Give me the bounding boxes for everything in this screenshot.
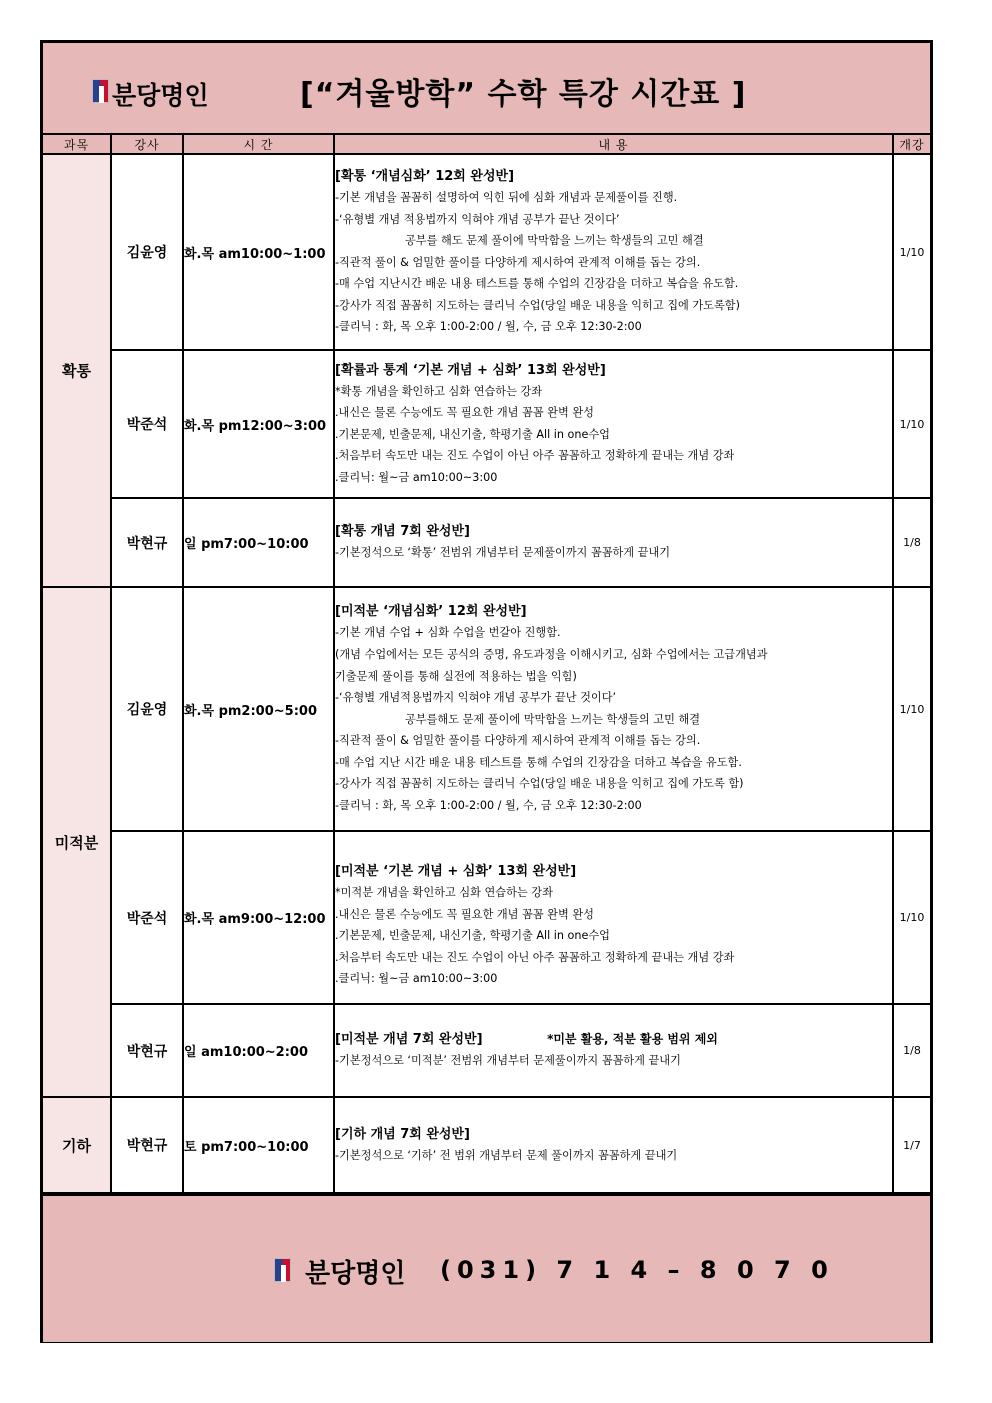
course-line: -‘유형별 개념 적용법까지 익혀야 개념 공부가 끝난 것이다’ [335, 212, 620, 226]
subject-cell: 미적분 [43, 587, 111, 1097]
table-row [43, 154, 930, 350]
course-line: .처음부터 속도만 내는 진도 수업이 아닌 아주 꼼꼼하고 정확하게 끝내는 개념 강좌 [335, 449, 735, 463]
course-note: *미분 활용, 적분 활용 범위 제외 [547, 1032, 718, 1047]
teacher-cell: 김윤영 [111, 587, 183, 831]
time-cell: 화.목 pm12:00~3:00 [183, 350, 334, 498]
course-line: 공부를 해도 문제 풀이에 막막함을 느끼는 학생들의 고민 해결 [405, 234, 704, 248]
start-date-cell: 1/8 [893, 1004, 930, 1097]
schedule-table [43, 135, 930, 1194]
content-cell [334, 587, 893, 831]
academy-logo-icon [274, 1258, 291, 1282]
course-title: [기하 개념 7회 완성반] [335, 1126, 470, 1142]
time-cell: 화.목 pm2:00~5:00 [183, 587, 334, 831]
header-brand: 분당명인 [112, 81, 209, 110]
course-line: -기본정석으로 ‘미적분’ 전범위 개념부터 문제풀이까지 꼼꼼하게 끝내기 [335, 1054, 681, 1068]
course-title: [미적분 ‘개념심화’ 12회 완성반] [335, 604, 527, 620]
course-line: -강사가 직접 꼼꼼히 지도하는 클리닉 수업(당일 배운 내용을 익히고 집에 가도록 함) [335, 777, 744, 791]
content-cell [334, 1097, 893, 1193]
col-subject: 과목 [43, 135, 111, 154]
course-line: *미적분 개념을 확인하고 심화 연습하는 강좌 [335, 886, 553, 900]
time-cell: 일 pm7:00~10:00 [183, 498, 334, 587]
start-date-cell: 1/10 [893, 831, 930, 1004]
table-row [43, 1097, 930, 1193]
course-line: 기출문제 풀이를 통해 실전에 적용하는 법을 익힘) [335, 669, 577, 683]
content-cell [334, 831, 893, 1004]
course-title: [확통 ‘개념심화’ 12회 완성반] [335, 168, 515, 184]
subject-cell: 기하 [43, 1097, 111, 1193]
start-date-cell: 1/7 [893, 1097, 930, 1193]
teacher-cell: 박현규 [111, 498, 183, 587]
academy-logo-icon [92, 79, 109, 103]
col-time: 시 간 [183, 135, 334, 154]
content-cell [334, 1004, 893, 1097]
table-header-row [43, 135, 930, 154]
start-date-cell: 1/10 [893, 587, 930, 831]
col-content: 내 용 [334, 135, 893, 154]
table-row [43, 498, 930, 587]
footer-brand: 분당명인 [305, 1259, 406, 1289]
course-title [335, 1029, 892, 1050]
course-line: .내신은 물론 수능에도 꼭 필요한 개념 꼼꼼 완벽 완성 [335, 907, 594, 921]
content-cell [334, 350, 893, 498]
timetable-frame [40, 40, 933, 1343]
course-line: (개념 수업에서는 모든 공식의 증명, 유도과정을 이해시키고, 심화 수업에서는 고급개념과 [335, 647, 768, 661]
time-cell: 화.목 am9:00~12:00 [183, 831, 334, 1004]
teacher-cell: 김윤영 [111, 154, 183, 350]
teacher-cell: 박준석 [111, 831, 183, 1004]
course-line: .클리닉: 월~금 am10:00~3:00 [335, 972, 498, 986]
course-line: .내신은 물론 수능에도 꼭 필요한 개념 꼼꼼 완벽 완성 [335, 406, 594, 420]
course-line: -강사가 직접 꼼꼼히 지도하는 클리닉 수업(당일 배운 내용을 익히고 집에 가도록함) [335, 298, 740, 312]
footer-band [43, 1194, 930, 1342]
course-line: .클리닉: 월~금 am10:00~3:00 [335, 470, 498, 484]
time-cell: 일 am10:00~2:00 [183, 1004, 334, 1097]
course-line: .기본문제, 빈출문제, 내신기출, 학평기출 All in one수업 [335, 929, 610, 943]
teacher-cell: 박준석 [111, 350, 183, 498]
course-line: -매 수업 지난시간 배운 내용 테스트를 통해 수업의 긴장감을 더하고 복습을 유도함. [335, 277, 739, 291]
page-title: [“겨울방학” 수학 특강 시간표 ] [300, 77, 747, 112]
time-cell: 토 pm7:00~10:00 [183, 1097, 334, 1193]
header-band [43, 43, 930, 135]
course-line: .기본문제, 빈출문제, 내신기출, 학평기출 All in one수업 [335, 427, 610, 441]
course-line: -‘유형별 개념적용법까지 익혀야 개념 공부가 끝난 것이다’ [335, 691, 617, 705]
start-date-cell: 1/10 [893, 154, 930, 350]
course-line: -직관적 풀이 & 엄밀한 풀이를 다양하게 제시하여 관계적 이해를 돕는 강의. [335, 255, 701, 269]
col-teacher: 강사 [111, 135, 183, 154]
teacher-cell: 박현규 [111, 1097, 183, 1193]
table-row [43, 587, 930, 831]
course-title: [확률과 통계 ‘기본 개념 + 심화’ 13회 완성반] [335, 362, 606, 378]
start-date-cell: 1/8 [893, 498, 930, 587]
course-line: -매 수업 지난 시간 배운 내용 테스트를 통해 수업의 긴장감을 더하고 복습을 유도함. [335, 755, 742, 769]
subject-cell: 확통 [43, 154, 111, 587]
content-cell [334, 498, 893, 587]
course-title: [확통 개념 7회 완성반] [335, 524, 470, 540]
course-line: .처음부터 속도만 내는 진도 수업이 아닌 아주 꼼꼼하고 정확하게 끝내는 개념 강좌 [335, 950, 735, 964]
course-line: -기본정석으로 ‘기하’ 전 범위 개념부터 문제 풀이까지 꼼꼼하게 끝내기 [335, 1148, 678, 1162]
table-row [43, 350, 930, 498]
course-line: *확통 개념을 확인하고 심화 연습하는 강좌 [335, 384, 543, 398]
course-line: -기본정석으로 ‘확통’ 전범위 개념부터 문제풀이까지 꼼꼼하게 끝내기 [335, 546, 671, 560]
start-date-cell: 1/10 [893, 350, 930, 498]
table-row [43, 1004, 930, 1097]
course-title: [미적분 ‘기본 개념 + 심화’ 13회 완성반] [335, 864, 577, 880]
time-cell: 화.목 am10:00~1:00 [183, 154, 334, 350]
footer-phone: (031) 7 1 4 – 8 0 7 0 [440, 1256, 834, 1284]
col-start: 개강 [893, 135, 930, 154]
course-line: -직관적 풀이 & 엄밀한 풀이를 다양하게 제시하여 관계적 이해를 돕는 강의. [335, 734, 701, 748]
course-line: 공부를해도 문제 풀이에 막막함을 느끼는 학생들의 고민 해결 [405, 712, 701, 726]
course-line: -클리닉 : 화, 목 오후 1:00-2:00 / 월, 수, 금 오후 12:30-2:00 [335, 799, 642, 813]
course-title-text: [미적분 개념 7회 완성반] [335, 1032, 483, 1048]
course-line: -클리닉 : 화, 목 오후 1:00-2:00 / 월, 수, 금 오후 12:30-2:00 [335, 320, 642, 334]
course-line: -기본 개념 수업 + 심화 수업을 번갈아 진행함. [335, 626, 561, 640]
content-cell [334, 154, 893, 350]
table-row [43, 831, 930, 1004]
teacher-cell: 박현규 [111, 1004, 183, 1097]
course-line: -기본 개념을 꼼꼼히 설명하여 익힌 뒤에 심화 개념과 문제풀이를 진행. [335, 190, 678, 204]
